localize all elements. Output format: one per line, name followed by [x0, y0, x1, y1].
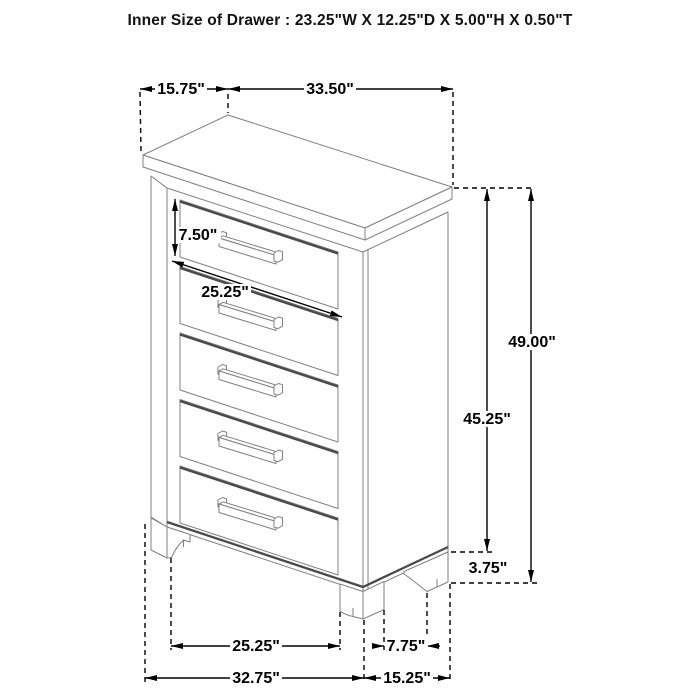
dim-label-leg-height: [465, 560, 510, 577]
svg-text:25.25": 25.25": [232, 638, 280, 655]
svg-text:25.25": 25.25": [201, 284, 249, 301]
svg-text:49.00": 49.00": [508, 334, 556, 351]
dim-label-drawer-width: [199, 284, 251, 301]
diagram-title: Inner Size of Drawer : 23.25"W X 12.25"D X 5.00"H X 0.50"T: [127, 12, 573, 29]
dim-label-case-height: [461, 411, 513, 428]
svg-text:45.25": 45.25": [463, 411, 511, 428]
svg-text:3.75": 3.75": [468, 560, 508, 577]
cabinet-right-side: [363, 212, 448, 592]
svg-text:15.75": 15.75": [157, 81, 205, 98]
svg-text:7.75": 7.75": [386, 638, 426, 655]
dim-label-overall-height: [506, 334, 558, 351]
dim-label-drawer-height: [176, 227, 221, 244]
dim-label-base-width: [230, 670, 282, 687]
dim-label-top-depth: [155, 81, 207, 98]
chest-drawing: [143, 115, 452, 619]
cabinet-left-side: [151, 176, 167, 527]
dim-label-base-depth: [381, 670, 433, 687]
dim-label-top-width: [304, 81, 356, 98]
extension-top-left: [140, 92, 141, 152]
svg-text:32.75": 32.75": [232, 670, 280, 687]
dim-label-front-leg-spacing: [230, 638, 282, 655]
svg-text:15.25": 15.25": [383, 670, 431, 687]
dim-label-side-leg-spacing: [385, 638, 428, 655]
svg-text:7.50": 7.50": [178, 227, 218, 244]
svg-text:33.50": 33.50": [306, 81, 354, 98]
